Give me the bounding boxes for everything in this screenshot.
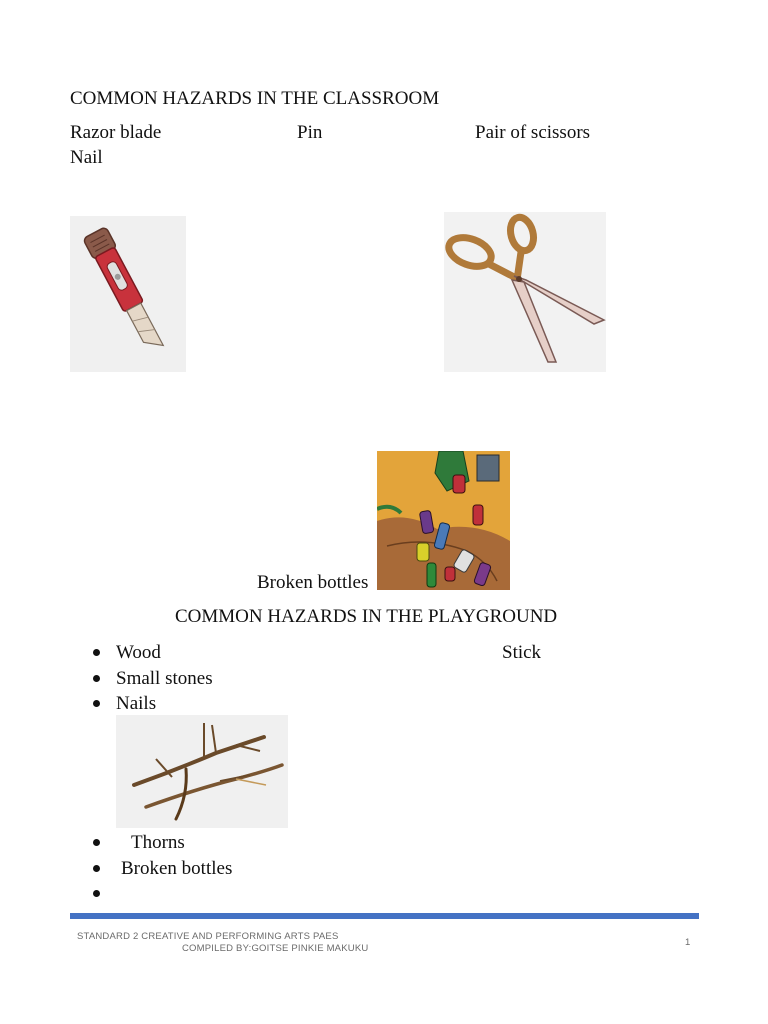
footer-rule [70, 913, 699, 919]
list-item-broken-bottles: Broken bottles [121, 858, 233, 879]
footer-line-1: STANDARD 2 CREATIVE AND PERFORMING ARTS PAES [77, 931, 339, 942]
bullet-empty [93, 890, 100, 897]
playground-heading: COMMON HAZARDS IN THE PLAYGROUND [175, 606, 558, 627]
item-pin: Pin [297, 122, 323, 143]
broken-bottles-caption: Broken bottles [257, 572, 369, 593]
scissors-image [444, 212, 606, 372]
item-pair-of-scissors: Pair of scissors [475, 122, 591, 143]
bullet-thorns [93, 839, 100, 846]
list-item-thorns: Thorns [131, 832, 185, 853]
bullet-nails [93, 700, 100, 707]
classroom-heading: COMMON HAZARDS IN THE CLASSROOM [70, 88, 440, 109]
list-item-wood: Wood [116, 642, 161, 663]
list-item-nails: Nails [116, 693, 157, 714]
footer-line-2: COMPILED BY:GOITSE PINKIE MAKUKU [182, 943, 369, 954]
broken-bottles-image [377, 451, 510, 590]
item-razor-blade: Razor blade [70, 122, 162, 143]
page-number: 1 [685, 937, 691, 948]
list-item-small-stones: Small stones [116, 668, 213, 689]
bullet-wood [93, 649, 100, 656]
bullet-small-stones [93, 675, 100, 682]
bullet-broken-bottles [93, 865, 100, 872]
stick-image [116, 715, 288, 828]
item-nail: Nail [70, 147, 103, 168]
stick-label: Stick [502, 642, 542, 663]
razor-blade-image [70, 216, 186, 372]
